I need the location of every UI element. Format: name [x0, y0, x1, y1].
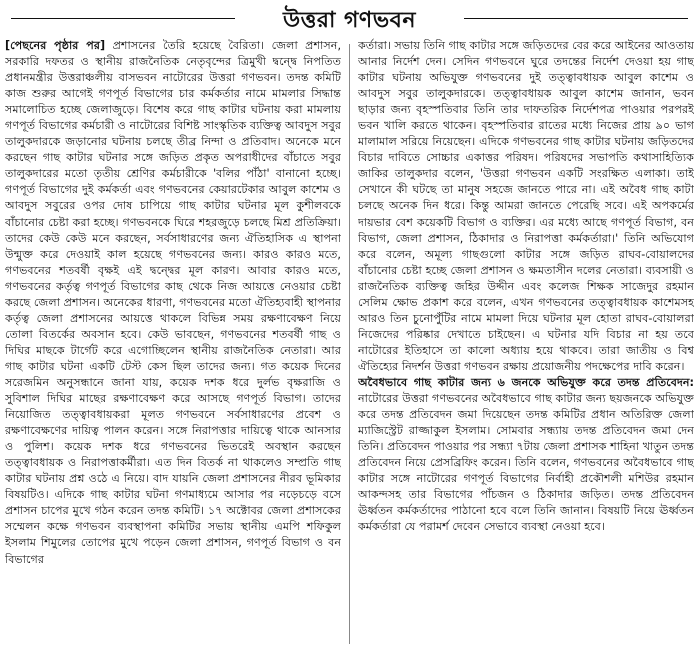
- subsection-body-text: নাটোরের উত্তরা গণভবনের অবৈধভাবে গাছ কাটার জন্য ছয়জনকে অভিযুক্ত করে তদন্ত প্রতিবেদন জমা দিয়েছেন তদন্ত কমিটির প্রধান অতিরিক্ত জেলা ম্যাজিস্ট্রেট রাজ্জাকুল ইসলাম। সোমবার সন্ধ্যায় তদন্ত প্রতিবেদন জমা দেন তিনি। প্রতিবেদন পাওয়ার পর সন্ধ্যা ৭টায় জেলা প্রশাসক শাহিনা খাতুন তদন্ত প্রতিবেদন নিয়ে প্রেসব্রিফিং করেন। তিনি বলেন, গণভবনের অবৈধভাবে গাছ কাটার সঙ্গে নাটোরের গণপূর্ত বিভাগের নির্বাহী প্রকৌশলী মশিউর রহমান আকন্দসহ তার বিভাগের পাঁচজন ও ঠিকাদার জড়িত। তদন্ত প্রতিবেদন ঊর্ধ্বতন কর্মকর্তাদের পাঠানো হবে বলে তিনি জানান। বিষয়টি নিয়ে ঊর্ধ্বতন কর্মকর্তারা যে পরামর্শ দেবেন সেভাবে ব্যবস্থা নেওয়া হবে।: [357, 392, 694, 534]
- right-body-text: কর্তারা। সভায় তিনি গাছ কাটার সঙ্গে জড়িতদের বের করে আইনের আওতায় আনার নির্দেশ দেন। সেদিন গণভবনে ঘুরে তদন্তের নির্দেশ দেওয়া হয় গাছ কাটার ঘটনায় অভিযুক্ত গণভবনের দুই তত্ত্বাবধায়ক আবুল কাশেম ও আবদুস সবুর তালুকদারকে। তত্ত্বাবধায়ক আবুল কাশেম জানান, ভবন ছাড়ার জন্য বৃহস্পতিবার তিনি তার দাফতরিক নির্দেশপত্র পাওয়ার পরপরই ভবন খালি করতে থাকেন। বৃহস্পতিবার রাতের মধ্যে নিজের প্রায় ৯০ ভাগ মালামাল সরিয়ে নিয়েছেন। এদিকে গণভবনের গাছ কাটার ঘটনায় জড়িতদের বিচার দাবিতে সোচ্চার একাত্তর পরিষদ। পরিষদের সভাপতি কথাসাহিত্যিক জাকির তালুকদার বলেন, 'উত্তরা গণভবন একটি সংরক্ষিত এলাকা। তাই সেখানে কী ঘটছে তা মানুষ সহজে জানতে পারে না। এই অবৈধ গাছ কাটা চলছে অনেক দিন ধরে। কিন্তু আমরা জানতে পেরেছি সবে। এই অপকর্মের দায়ভার বেশ কয়েকটি বিভাগ ও ব্যক্তির। এর মধ্যে আছে গণপূর্ত বিভাগ, বন বিভাগ, জেলা প্রশাসন, ঠিকাদার ও নিরাপত্তা কর্মকর্তারা।' তিনি অভিযোগ করে বলেন, অমূল্য গাছগুলো কাটার সঙ্গে জড়িত রাঘব-বোয়ালদের বাঁচানোর চেষ্টা হচ্ছে জেলা প্রশাসন ও ক্ষমতাসীন দলের নেতারা। ব্যবসায়ী ও রাজনৈতিক ব্যক্তিত্ব জহির উদ্দীন এবং কলেজ শিক্ষক সাজেদুর রহমান সেলিম ক্ষোভ প্রকাশ করে বলেন, এখন গণভবনের তত্ত্বাবধায়ক কাশেমসহ আরও তিন চুনোপুঁটির নামে মামলা দিয়ে ঘটনার মূল হোতা রাঘব-বোয়ালরা নিজেদের পরিষ্কার দেখাতে চাইছেন। এ ঘটনার যদি বিচার না হয় তবে নাটোরের ইতিহাসে তা কালো অধ্যায় হয়ে থাকবে। তারা জাতীয় ও বিশ্ব ঐতিহ্যের নিদর্শন উত্তরা গণভবন রক্ষায় প্রয়োজনীয় পদক্ষেপের দাবি করেন।: [357, 39, 694, 373]
- right-subsection: [358, 375, 694, 535]
- right-column: [358, 38, 694, 650]
- left-paragraph: [5, 38, 341, 568]
- headline-rule-right: [464, 18, 688, 19]
- continuation-kicker: [পেছনের পৃষ্ঠার পর]: [5, 39, 106, 52]
- article-columns: [5, 38, 694, 650]
- headline-bar: [5, 0, 694, 36]
- column-divider: [349, 44, 350, 644]
- left-body-text: প্রশাসনের তৈরি হয়েছে বৈরিতা। জেলা প্রশাসন, সরকারি দফতর ও স্থানীয় রাজনৈতিক নেতৃবৃন্দের ত্রিমুখী দ্বন্দ্বে নিপতিত প্রধানমন্ত্রীর উত্তরাঞ্চলীয় বাসভবন নাটোরের উত্তরা গণভবন। তদন্ত কমিটি কাজ শুরুর আগেই গণপূর্ত বিভাগের চার কর্মকর্তার নামে মামলার সিদ্ধান্ত সমালোচিত হচ্ছে জেলাজুড়ে। বিশেষ করে গাছ কাটার ঘটনায় করা মামলায় গণপূর্ত বিভাগের কর্মচারী ও নাটোরের বিশিষ্ট সাংস্কৃতিক ব্যক্তিত্ব আবদুস সবুর তালুকদারকে জড়ানোর ঘটনায় চলছে তীব্র নিন্দা ও প্রতিবাদ। অনেকে মনে করছেন গাছ কাটার ঘটনার সঙ্গে জড়িত প্রকৃত অপরাধীদের বাঁচাতে সবুর তালুকদারের মতো তৃতীয় শ্রেণির কর্মচারীকে 'বলির পাঁঠা' বানানো হচ্ছে। গণপূর্ত বিভাগের দুই কর্মকর্তা এবং গণভবনের কেয়ারটেকার আবুল কাশেম ও আবদুস সবুরের ওপর দোষ চাপিয়ে গাছ কাটার ঘটনার মূল কুশীলবকে বাঁচানোর চেষ্টা করা হচ্ছে। গণভবনকে ঘিরে শহরজুড়ে চলছে মিশ্র প্রতিক্রিয়া। তাদের কেউ কেউ মনে করছেন, সর্বসাধারণের জন্য ঐতিহাসিক এ স্থাপনা উন্মুক্ত করে দেওয়াই কাল হয়েছে গণভবনের জন্য। কারও কারও মতে, গণভবনের শতবর্ষী বৃক্ষই এই দ্বন্দ্বের মূল কারণ। আবার কারও মতে, গণভবনের কর্তৃত্ব গণপূর্ত বিভাগের কাছ থেকে নিজ আয়ত্তে নেওয়ার চেষ্টা করছে জেলা প্রশাসন। অনেকের ধারণা, গণভবনের মতো ঐতিহ্যবাহী স্থাপনার কর্তৃত্ব জেলা প্রশাসনের আয়ত্তে থাকলে বিভিন্ন সময় রক্ষণাবেক্ষণ নিয়ে তোলা বিতর্কের অবসান হবে। কেউ ভাবছেন, গণভবনের শতবর্ষী গাছ ও দিঘির মাছকে টার্গেট করে এগোচ্ছিলেন স্থানীয় রাজনৈতিক নেতারা। আর গাছ কাটার ঘটনা একটি টেস্ট কেস ছিল তাদের জন্য। গত কয়েক দিনের সরেজমিন অনুসন্ধানে জানা যায়, কয়েক দশক ধরে দুর্লভ বৃক্ষরাজি ও সুবিশাল দিঘির মাছের রক্ষণাবেক্ষণ করে আসছে গণপূর্ত বিভাগ। তাদের নিয়োজিত তত্ত্বাবধায়করা মূলত গণভবনে সর্বসাধারণের প্রবেশ ও রক্ষণাবেক্ষণের দায়িত্ব পালন করেন। সঙ্গে নিরাপত্তার দায়িত্বে থাকে আনসার ও পুলিশ। কয়েক দশক ধরে গণভবনের ভিতরেই অবস্থান করছেন তত্ত্বাবধায়ক ও নিরাপত্তাকর্মীরা। এত দিন বিতর্ক না থাকলেও সম্প্রতি গাছ কাটার ঘটনায় প্রশ্ন ওঠে এ নিয়ে। বাদ যায়নি জেলা প্রশাসনের নীরব ভূমিকার বিষয়টিও। এদিকে গাছ কাটার ঘটনা গণমাধ্যমে আসার পর নড়েচড়ে বসে প্রশাসন চাপের মুখে গঠন করেন তদন্ত কমিটি। ১৭ অক্টোবর জেলা প্রশাসকের সম্মেলন কক্ষে গণভবন ব্যবস্থাপনা কমিটির সভায় স্থানীয় এমপি শফিকুল ইসলাম শিমুলের তোপের মুখে পড়েন জেলা প্রশাসন, গণপূর্ত বিভাগ ও বন বিভাগের: [5, 39, 341, 566]
- headline: উত্তরা গণভবন: [282, 8, 416, 33]
- left-column: [5, 38, 341, 650]
- subsection-heading: অবৈধভাবে গাছ কাটার জন্য ৬ জনকে অভিযুক্ত করে তদন্ত প্রতিবেদন:: [357, 375, 694, 389]
